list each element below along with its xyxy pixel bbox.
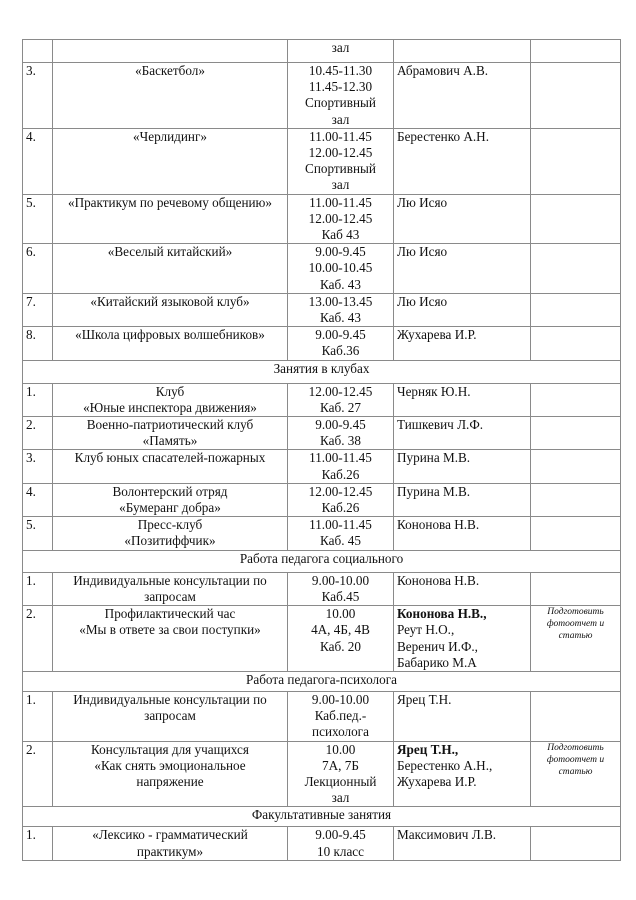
time-location-cell — [288, 483, 394, 516]
responsible-cell — [394, 517, 531, 550]
time-location-cell — [288, 572, 394, 605]
time-location-cell — [288, 63, 394, 129]
note-cell — [531, 827, 621, 860]
activity-name-line: Волонтерский отряд — [112, 483, 228, 499]
activity-name-cell — [53, 606, 288, 672]
note-line: фотоотчет и — [546, 754, 605, 765]
table-row — [23, 194, 621, 244]
note-cell — [531, 327, 621, 360]
note-cell — [531, 194, 621, 244]
responsible-cell — [394, 417, 531, 450]
responsible-lead: Ярец Т.Н., — [397, 741, 459, 757]
activity-name-cell — [53, 450, 288, 483]
note-cell — [531, 606, 621, 672]
schedule-table — [22, 39, 621, 861]
time-location-line: 11.45-12.30 — [308, 79, 373, 95]
time-location-line: Каб.26 — [321, 500, 360, 516]
time-location-cell — [288, 450, 394, 483]
activity-name-line: Пресс-клуб — [137, 517, 203, 533]
time-location-cell — [288, 128, 394, 194]
time-location-line: Спортивный — [305, 161, 376, 177]
note-cell — [531, 244, 621, 294]
row-number: 5. — [23, 194, 53, 244]
time-location-line: 9.00-9.45 — [315, 417, 366, 433]
responsible-name: Ярец Т.Н. — [397, 691, 452, 707]
note-cell — [531, 741, 621, 807]
row-number: 7. — [23, 293, 53, 326]
table-row — [23, 691, 621, 741]
activity-name-cell — [53, 244, 288, 294]
table-row — [23, 606, 621, 672]
responsible-cell — [394, 383, 531, 416]
activity-name-cell — [53, 572, 288, 605]
time-location-line: зал — [331, 40, 350, 55]
responsible-cell — [394, 827, 531, 860]
time-location-line: 12.00-12.45 — [308, 210, 373, 226]
row-number: 2. — [23, 606, 53, 672]
time-location-cell — [288, 327, 394, 360]
activity-name-line: «Бумеранг добра» — [119, 500, 221, 516]
time-location-line: зал — [331, 111, 350, 127]
activity-name-cell — [53, 691, 288, 741]
responsible-cell — [394, 483, 531, 516]
responsible-cell — [394, 63, 531, 129]
note-cell — [531, 128, 621, 194]
activity-name-line: «Лексико - грамматический — [92, 827, 248, 843]
time-location-line: Каб. 20 — [320, 638, 361, 654]
note-line: Подготовить — [547, 742, 604, 753]
activity-name-cell — [53, 194, 288, 244]
note-line: Подготовить — [547, 607, 604, 618]
activity-name-cell — [53, 128, 288, 194]
table-row — [23, 244, 621, 294]
activity-name-cell — [53, 40, 288, 63]
responsible-name: Абрамович А.В. — [397, 63, 489, 78]
responsible-name: Берестенко А.Н., — [397, 757, 493, 773]
responsible-cell — [394, 244, 531, 294]
table-row — [23, 417, 621, 450]
activity-name-cell — [53, 383, 288, 416]
table-row — [23, 40, 621, 63]
time-location-line: 11.00-11.45 — [309, 194, 372, 210]
activity-name-line: запросам — [144, 708, 196, 724]
section-header-row — [23, 671, 621, 691]
activity-name-cell — [53, 417, 288, 450]
activity-name-line: «Баскетбол» — [135, 63, 205, 78]
responsible-name: Бабарико М.А — [397, 654, 477, 670]
row-number: 8. — [23, 327, 53, 360]
time-location-line: 10.45-11.30 — [308, 63, 373, 78]
time-location-line: 12.00-12.45 — [308, 383, 373, 399]
time-location-line: 10.00 — [325, 606, 356, 622]
activity-name-line: «Черлидинг» — [133, 128, 207, 144]
activity-name-cell — [53, 517, 288, 550]
time-location-line: 12.00-12.45 — [308, 483, 373, 499]
responsible-name: Кононова Н.В. — [397, 517, 480, 533]
time-location-line: Лекционный — [304, 773, 377, 789]
time-location-cell — [288, 606, 394, 672]
time-location-cell — [288, 194, 394, 244]
responsible-name: Лю Исяо — [397, 293, 448, 309]
time-location-line: 9.00-9.45 — [315, 327, 366, 343]
activity-name-line: «Веселый китайский» — [107, 244, 233, 260]
responsible-name: Жухарева И.Р. — [397, 327, 477, 343]
table-row — [23, 383, 621, 416]
activity-name-cell — [53, 327, 288, 360]
note-line: статью — [558, 766, 593, 777]
activity-name-cell — [53, 293, 288, 326]
section-title: Факультативные занятия — [23, 807, 621, 827]
row-number: 5. — [23, 517, 53, 550]
row-number: 3. — [23, 450, 53, 483]
activity-name-cell — [53, 827, 288, 860]
time-location-cell — [288, 691, 394, 741]
row-number: 2. — [23, 741, 53, 807]
activity-name-line: Индивидуальные консультации по — [73, 691, 267, 707]
note-cell — [531, 517, 621, 550]
table-row — [23, 293, 621, 326]
activity-name-line: «Мы в ответе за свои поступки» — [79, 622, 261, 638]
time-location-line: Каб 43 — [321, 227, 360, 243]
activity-name-cell — [53, 483, 288, 516]
note-cell — [531, 383, 621, 416]
table-row — [23, 483, 621, 516]
time-location-line: 9.00-9.45 — [315, 827, 366, 843]
row-number: 4. — [23, 483, 53, 516]
time-location-cell — [288, 293, 394, 326]
time-location-line: 9.00-10.00 — [311, 691, 370, 707]
note-cell — [531, 293, 621, 326]
activity-name-line: Военно-патриотический клуб — [86, 417, 254, 433]
table-row — [23, 327, 621, 360]
section-header-row — [23, 807, 621, 827]
responsible-cell — [394, 741, 531, 807]
note-line: фотоотчет и — [546, 619, 605, 630]
activity-name-line: запросам — [144, 588, 196, 604]
responsible-name: Лю Исяо — [397, 194, 448, 210]
section-header-row — [23, 360, 621, 383]
responsible-lead: Кононова Н.В., — [397, 606, 487, 622]
responsible-name: Максимович Л.В. — [397, 827, 497, 843]
time-location-cell — [288, 417, 394, 450]
activity-name-line: практикум» — [136, 843, 204, 859]
time-location-line: Каб. 27 — [320, 399, 361, 415]
row-number — [23, 40, 53, 63]
responsible-cell — [394, 40, 531, 63]
time-location-line: 11.00-11.45 — [309, 128, 372, 144]
time-location-line: 13.00-13.45 — [308, 293, 373, 309]
row-number: 3. — [23, 63, 53, 129]
responsible-name: Лю Исяо — [397, 244, 448, 260]
row-number: 6. — [23, 244, 53, 294]
note-cell — [531, 417, 621, 450]
table-row — [23, 450, 621, 483]
time-location-cell — [288, 741, 394, 807]
row-number: 2. — [23, 417, 53, 450]
time-location-cell — [288, 40, 394, 63]
time-location-line: 10 класс — [316, 843, 365, 859]
time-location-line: 11.00-11.45 — [309, 517, 372, 533]
time-location-cell — [288, 383, 394, 416]
table-row — [23, 517, 621, 550]
time-location-line: зал — [331, 177, 350, 193]
responsible-name: Кононова Н.В. — [397, 572, 480, 588]
responsible-cell — [394, 606, 531, 672]
responsible-cell — [394, 293, 531, 326]
section-title: Работа педагога-психолога — [23, 671, 621, 691]
time-location-line: 10.00 — [325, 741, 356, 757]
activity-name-line: «Практикум по речевому общению» — [67, 194, 273, 210]
time-location-line: 9.00-10.00 — [311, 572, 370, 588]
row-number: 1. — [23, 572, 53, 605]
responsible-name: Пурина М.В. — [397, 450, 471, 466]
time-location-line: 12.00-12.45 — [308, 145, 373, 161]
table-row — [23, 827, 621, 860]
responsible-cell — [394, 691, 531, 741]
note-cell — [531, 450, 621, 483]
time-location-line: Каб. 45 — [320, 533, 361, 549]
time-location-line: психолога — [312, 724, 369, 740]
note-cell — [531, 483, 621, 516]
activity-name-line: «Юные инспектора движения» — [83, 399, 257, 415]
responsible-name: Тишкевич Л.Ф. — [397, 417, 484, 433]
section-title: Занятия в клубах — [23, 360, 621, 383]
activity-name-cell — [53, 63, 288, 129]
responsible-cell — [394, 572, 531, 605]
responsible-name: Пурина М.В. — [397, 483, 471, 499]
note-cell — [531, 572, 621, 605]
responsible-cell — [394, 194, 531, 244]
activity-name-line: «Школа цифровых волшебников» — [75, 327, 265, 343]
activity-name-line: «Китайский языковой клуб» — [90, 293, 250, 309]
time-location-line: Каб.26 — [321, 466, 360, 482]
note-cell — [531, 63, 621, 129]
responsible-name: Веренич И.Ф., — [397, 638, 478, 654]
schedule-table-body — [23, 40, 621, 861]
time-location-line: Каб.36 — [321, 343, 360, 359]
responsible-name: Черняк Ю.Н. — [397, 383, 471, 399]
activity-name-line: Клуб юных спасателей-пожарных — [74, 450, 266, 466]
table-row — [23, 63, 621, 129]
time-location-line: Каб. 43 — [320, 276, 361, 292]
section-header-row — [23, 550, 621, 572]
time-location-line: 4А, 4Б, 4В — [311, 622, 370, 638]
responsible-cell — [394, 327, 531, 360]
time-location-line: Спортивный — [305, 95, 376, 111]
responsible-name: Жухарева И.Р. — [397, 773, 477, 789]
table-row — [23, 128, 621, 194]
time-location-line: Каб. 43 — [320, 310, 361, 326]
time-location-cell — [288, 827, 394, 860]
table-row — [23, 572, 621, 605]
activity-name-line: Профилактический час — [104, 606, 236, 622]
row-number: 4. — [23, 128, 53, 194]
responsible-name: Реут Н.О., — [397, 622, 455, 638]
activity-name-line: Консультация для учащихся — [91, 741, 249, 757]
row-number: 1. — [23, 691, 53, 741]
time-location-line: 10.00-10.45 — [308, 260, 373, 276]
activity-name-line: «Память» — [142, 433, 198, 449]
row-number: 1. — [23, 383, 53, 416]
section-title: Работа педагога социального — [23, 550, 621, 572]
activity-name-line: «Позитиффчик» — [124, 533, 216, 549]
note-line: статью — [558, 631, 593, 642]
note-cell — [531, 691, 621, 741]
time-location-line: Каб.пед.- — [314, 708, 367, 724]
activity-name-cell — [53, 741, 288, 807]
row-number: 1. — [23, 827, 53, 860]
responsible-cell — [394, 450, 531, 483]
time-location-cell — [288, 244, 394, 294]
responsible-name: Берестенко А.Н. — [397, 128, 489, 144]
responsible-cell — [394, 128, 531, 194]
time-location-line: Каб.45 — [321, 588, 360, 604]
table-row — [23, 741, 621, 807]
time-location-line: зал — [331, 790, 350, 806]
time-location-line: 9.00-9.45 — [315, 244, 366, 260]
note-cell — [531, 40, 621, 63]
activity-name-line: Клуб — [155, 383, 185, 399]
time-location-cell — [288, 517, 394, 550]
time-location-line: 7А, 7Б — [322, 757, 359, 773]
time-location-line: Каб. 38 — [320, 433, 361, 449]
activity-name-line: напряжение — [136, 773, 204, 789]
activity-name-line: «Как снять эмоциональное — [94, 757, 246, 773]
time-location-line: 11.00-11.45 — [309, 450, 372, 466]
activity-name-line: Индивидуальные консультации по — [73, 572, 267, 588]
